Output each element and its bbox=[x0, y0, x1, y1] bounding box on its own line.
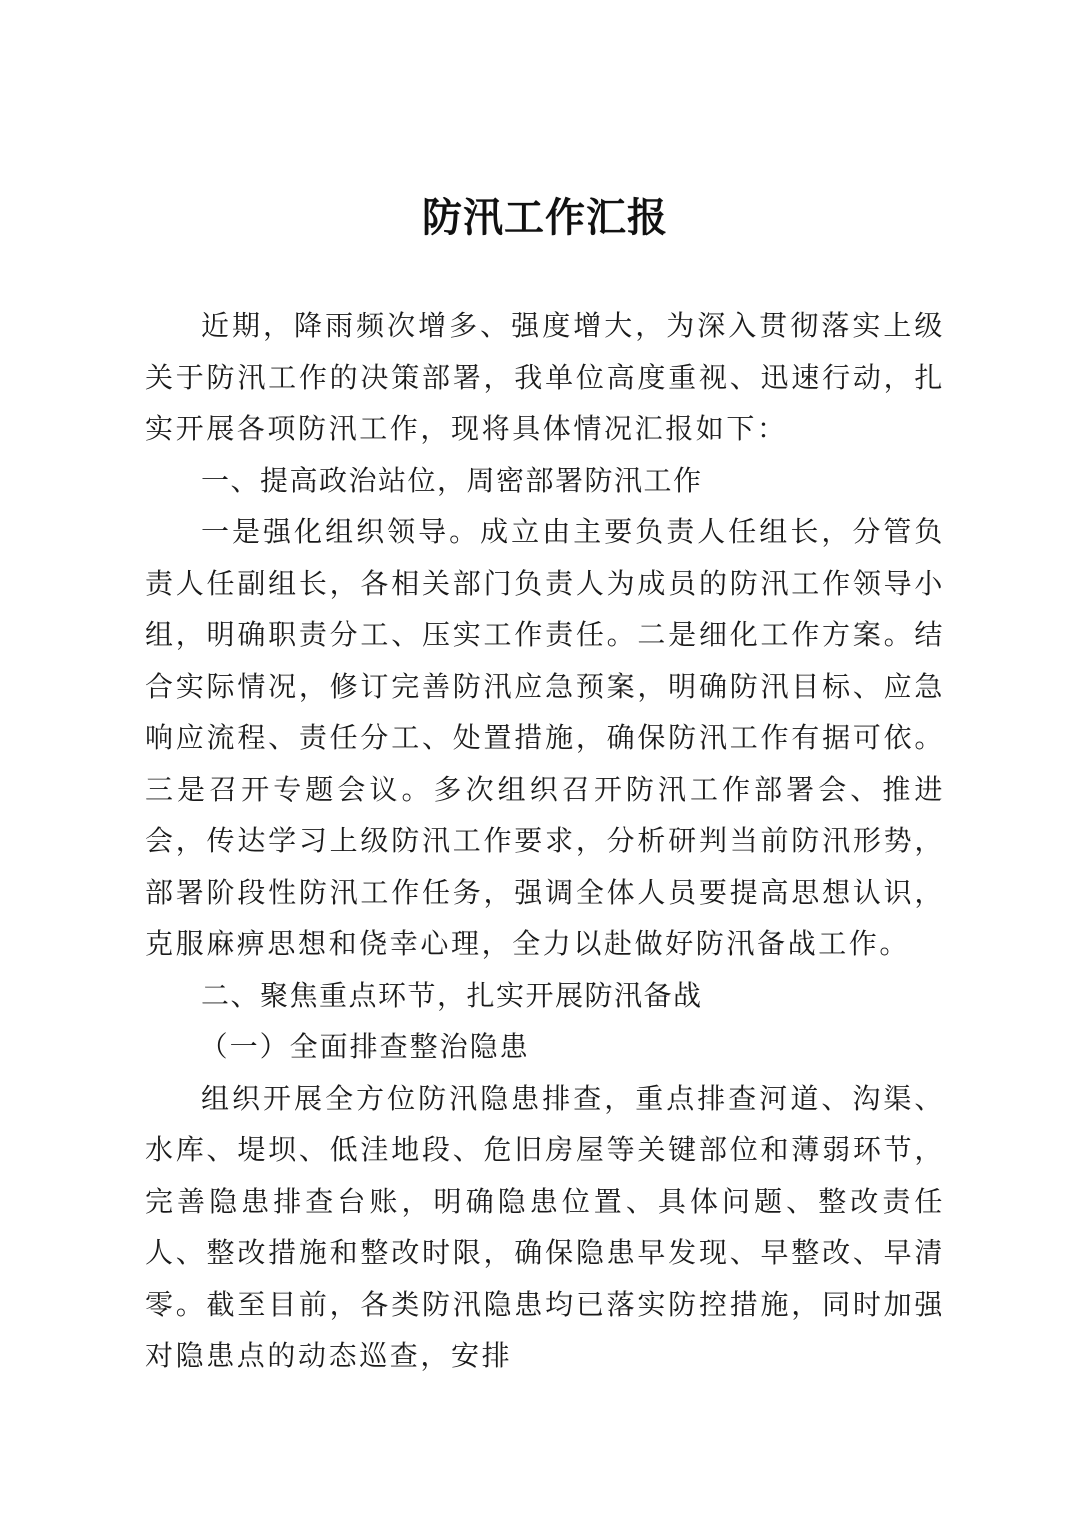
section-1-paragraph bbox=[145, 506, 945, 970]
lead-phrase-3: 三是召开专题会议。 bbox=[145, 772, 434, 806]
section-1-heading: 一、提高政治站位，周密部署防汛工作 bbox=[201, 463, 703, 497]
section-2-subheading: （一）全面排查整治隐患 bbox=[199, 1030, 530, 1063]
section-1-text-3: 多次组织召开防汛工作部署会、推进会，传达学习上级防汛工作要求，分析研判当前防汛形势，部署阶段性防汛工作任务，强调全体人员要提高思想认识，克服麻痹思想和侥幸心理，全力以赴做好防汛备战工作。 bbox=[145, 772, 945, 960]
section-2-heading: 二、聚焦重点环节，扎实开展防汛备战 bbox=[201, 978, 703, 1012]
lead-phrase-1: 一是强化组织领导。 bbox=[201, 515, 481, 548]
document-body bbox=[145, 300, 945, 1382]
document-title: 防汛工作汇报 bbox=[422, 194, 668, 241]
intro-paragraph: 近期，降雨频次增多、强度增大，为深入贯彻落实上级关于防汛工作的决策部署，我单位高度重视、迅速行动，扎实开展各项防汛工作，现将具体情况汇报如下： bbox=[145, 309, 945, 445]
section-1-text-1: 成立由主要负责人任组长，分管负责人任副组长，各相关部门负责人为成员的防汛工作领导小组，明确职责分工、压实工作责任。 bbox=[145, 515, 945, 651]
section-1-text-2: 结合实际情况，修订完善防汛应急预案，明确防汛目标、应急响应流程、责任分工、处置措施，确保防汛工作有据可依。 bbox=[145, 618, 945, 754]
lead-phrase-2: 二是细化工作方案。 bbox=[637, 618, 915, 651]
section-2-paragraph: 组织开展全方位防汛隐患排查，重点排查河道、沟渠、水库、堤坝、低洼地段、危旧房屋等关键部位和薄弱环节，完善隐患排查台账，明确隐患位置、具体问题、整改责任人、整改措施和整改时限，确保隐患早发现、早整改、早清零。截至目前，各类防汛隐患均已落实防控措施，同时加强对隐患点的动态巡查，安排 bbox=[145, 1081, 945, 1372]
